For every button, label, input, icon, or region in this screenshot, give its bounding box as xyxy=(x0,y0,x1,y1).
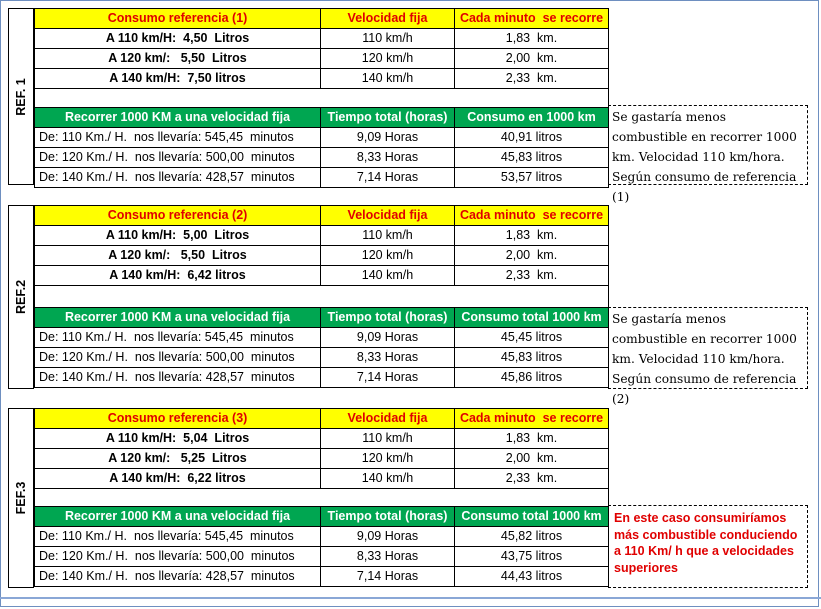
table-cell: 120 km/h xyxy=(321,449,455,469)
table-cell: 53,57 litros xyxy=(455,168,609,188)
block-side-label-cell xyxy=(8,8,34,185)
table-cell: A 120 km/: 5,50 Litros xyxy=(35,49,321,69)
table-cell: 2,33 km. xyxy=(455,469,609,489)
block-side-label: FEF.3 xyxy=(14,481,28,515)
table-header-row xyxy=(35,9,609,29)
table-cell: 7,14 Horas xyxy=(321,368,455,388)
table-cell: 45,45 litros xyxy=(455,328,609,348)
header-cell: Cada minuto se recorre xyxy=(455,206,609,226)
note-box-highlight: En este caso consumiríamos más combustible conduciendo a 110 Km/ h que a velocidades superiores xyxy=(608,505,808,588)
header-cell: Recorrer 1000 KM a una velocidad fija xyxy=(35,108,321,128)
table-cell: A 110 km/H: 5,00 Litros xyxy=(35,226,321,246)
header-cell: Recorrer 1000 KM a una velocidad fija xyxy=(35,308,321,328)
table-cell: A 110 km/H: 4,50 Litros xyxy=(35,29,321,49)
table-cell: 9,09 Horas xyxy=(321,128,455,148)
table-row xyxy=(35,348,609,368)
table-row xyxy=(35,469,609,489)
table-cell: De: 140 Km./ H. nos llevaría: 428,57 minutos xyxy=(35,368,321,388)
table-cell: 1,83 km. xyxy=(455,29,609,49)
table-header-row xyxy=(35,206,609,226)
spacer-cell xyxy=(35,286,609,308)
header-cell: Tiempo total (horas) xyxy=(321,108,455,128)
table-row xyxy=(35,449,609,469)
table-cell: 7,14 Horas xyxy=(321,567,455,587)
header-cell: Cada minuto se recorre xyxy=(455,9,609,29)
consumption-table xyxy=(34,205,609,388)
header-cell: Velocidad fija xyxy=(321,9,455,29)
table-cell: 45,86 litros xyxy=(455,368,609,388)
table-header-row xyxy=(35,108,609,128)
table-cell: 45,82 litros xyxy=(455,527,609,547)
note-box: Se gastaría menos combustible en recorrer 1000 km. Velocidad 110 km/hora. Según consumo de referencia (1) xyxy=(608,105,808,185)
sheet-bottom-bar xyxy=(0,597,821,599)
table-cell: De: 140 Km./ H. nos llevaría: 428,57 minutos xyxy=(35,168,321,188)
table-cell: 45,83 litros xyxy=(455,348,609,368)
header-cell: Consumo total 1000 km xyxy=(455,507,609,527)
table-cell: A 120 km/: 5,25 Litros xyxy=(35,449,321,469)
spacer-cell xyxy=(35,489,609,507)
spacer-cell xyxy=(35,89,609,108)
table-cell: 120 km/h xyxy=(321,49,455,69)
spacer-row xyxy=(35,286,609,308)
block-side-label: REF. 1 xyxy=(14,77,28,116)
table-row xyxy=(35,567,609,587)
table-row xyxy=(35,246,609,266)
header-cell: Tiempo total (horas) xyxy=(321,507,455,527)
table-row xyxy=(35,168,609,188)
table-cell: 8,33 Horas xyxy=(321,348,455,368)
table-cell: 2,00 km. xyxy=(455,449,609,469)
header-cell: Consumo total 1000 km xyxy=(455,308,609,328)
table-cell: De: 120 Km./ H. nos llevaría: 500,00 minutos xyxy=(35,547,321,567)
table-row xyxy=(35,49,609,69)
table-row xyxy=(35,368,609,388)
table-cell: 120 km/h xyxy=(321,246,455,266)
header-cell: Velocidad fija xyxy=(321,206,455,226)
header-cell: Velocidad fija xyxy=(321,409,455,429)
table-row xyxy=(35,547,609,567)
spacer-row xyxy=(35,489,609,507)
table-cell: De: 110 Km./ H. nos llevaría: 545,45 minutos xyxy=(35,527,321,547)
table-cell: De: 110 Km./ H. nos llevaría: 545,45 minutos xyxy=(35,328,321,348)
table-row xyxy=(35,128,609,148)
spacer-row xyxy=(35,89,609,108)
header-cell: Tiempo total (horas) xyxy=(321,308,455,328)
table-cell: 1,83 km. xyxy=(455,429,609,449)
table-cell: 45,83 litros xyxy=(455,148,609,168)
table-cell: A 110 km/H: 5,04 Litros xyxy=(35,429,321,449)
table-cell: 1,83 km. xyxy=(455,226,609,246)
table-cell: De: 140 Km./ H. nos llevaría: 428,57 minutos xyxy=(35,567,321,587)
block-side-label: REF.2 xyxy=(14,279,28,315)
block-side-label-cell xyxy=(8,205,34,389)
block-side-label-cell xyxy=(8,408,34,588)
table-cell: 9,09 Horas xyxy=(321,527,455,547)
table-header-row xyxy=(35,308,609,328)
consumption-table xyxy=(34,8,609,188)
consumption-table xyxy=(34,408,609,587)
table-header-row xyxy=(35,409,609,429)
table-cell: A 140 km/H: 6,42 litros xyxy=(35,266,321,286)
header-cell: Cada minuto se recorre xyxy=(455,409,609,429)
header-cell: Consumo referencia (1) xyxy=(35,9,321,29)
table-row xyxy=(35,29,609,49)
table-row xyxy=(35,527,609,547)
table-cell: A 140 km/H: 7,50 litros xyxy=(35,69,321,89)
table-cell: A 140 km/H: 6,22 litros xyxy=(35,469,321,489)
header-cell: Consumo en 1000 km xyxy=(455,108,609,128)
table-cell: 8,33 Horas xyxy=(321,148,455,168)
table-row xyxy=(35,148,609,168)
table-row xyxy=(35,266,609,286)
table-cell: 140 km/h xyxy=(321,69,455,89)
header-cell: Consumo referencia (3) xyxy=(35,409,321,429)
table-cell: 43,75 litros xyxy=(455,547,609,567)
table-cell: 140 km/h xyxy=(321,469,455,489)
table-cell: 7,14 Horas xyxy=(321,168,455,188)
table-cell: 110 km/h xyxy=(321,29,455,49)
table-cell: 110 km/h xyxy=(321,226,455,246)
table-row xyxy=(35,328,609,348)
table-row xyxy=(35,429,609,449)
table-row xyxy=(35,226,609,246)
table-cell: 110 km/h xyxy=(321,429,455,449)
header-cell: Recorrer 1000 KM a una velocidad fija xyxy=(35,507,321,527)
table-cell: 2,33 km. xyxy=(455,266,609,286)
table-cell: 2,33 km. xyxy=(455,69,609,89)
table-cell: 40,91 litros xyxy=(455,128,609,148)
table-cell: A 120 km/: 5,50 Litros xyxy=(35,246,321,266)
table-cell: 2,00 km. xyxy=(455,246,609,266)
table-cell: De: 120 Km./ H. nos llevaría: 500,00 minutos xyxy=(35,348,321,368)
table-cell: De: 110 Km./ H. nos llevaría: 545,45 minutos xyxy=(35,128,321,148)
table-cell: 8,33 Horas xyxy=(321,547,455,567)
note-box: Se gastaría menos combustible en recorrer 1000 km. Velocidad 110 km/hora. Según consumo de referencia (2) xyxy=(608,307,808,389)
table-row xyxy=(35,69,609,89)
table-cell: De: 120 Km./ H. nos llevaría: 500,00 minutos xyxy=(35,148,321,168)
table-cell: 9,09 Horas xyxy=(321,328,455,348)
table-header-row xyxy=(35,507,609,527)
table-cell: 44,43 litros xyxy=(455,567,609,587)
header-cell: Consumo referencia (2) xyxy=(35,206,321,226)
table-cell: 2,00 km. xyxy=(455,49,609,69)
table-cell: 140 km/h xyxy=(321,266,455,286)
